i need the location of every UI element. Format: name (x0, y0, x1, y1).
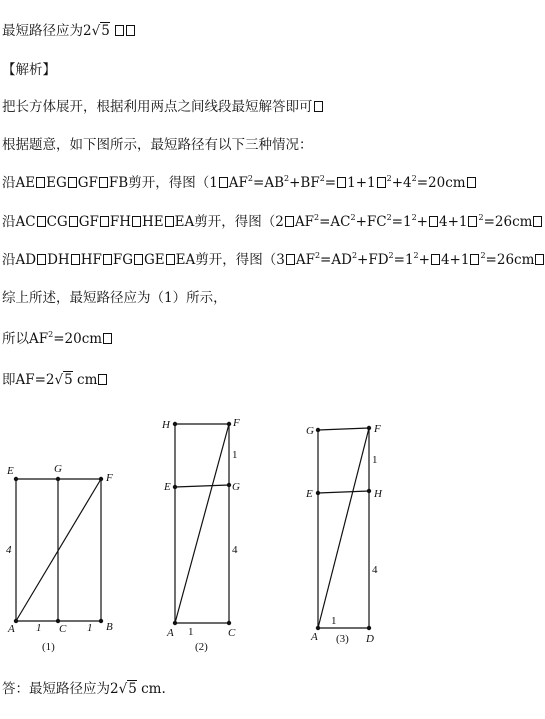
missing-glyph-box (36, 177, 45, 188)
text: 沿AD (2, 252, 37, 268)
superscript: 2 (388, 251, 394, 260)
text: FH (109, 214, 132, 230)
missing-glyph-box (468, 216, 477, 227)
missing-glyph-box (68, 177, 77, 188)
missing-glyph-box (535, 254, 544, 265)
figure-3-net (318, 428, 369, 628)
fig3-label-bottom-len: 1 (331, 615, 337, 627)
vertex-dots (14, 422, 371, 630)
fig3-edge-top (318, 428, 369, 430)
text: GF (78, 214, 99, 230)
fig3-label-a: A (311, 631, 318, 643)
text: +FC (355, 214, 387, 230)
text: 沿AC (2, 214, 36, 230)
text: 1+1 (347, 175, 376, 191)
answer-line (2, 680, 166, 698)
case-3-line (2, 251, 545, 269)
text: =AC (319, 214, 351, 230)
superscript: 2 (411, 174, 417, 183)
missing-glyph-box (377, 177, 386, 188)
superscript: 2 (314, 251, 321, 260)
radicand: 5 (128, 681, 137, 697)
fig2-label-bottom-len: 1 (188, 626, 194, 638)
text: EG (46, 175, 67, 191)
text-line-3 (2, 98, 324, 116)
missing-glyph-box (467, 177, 476, 188)
fig3-edge-eh (318, 491, 369, 493)
superscript: 2 (480, 251, 486, 260)
fig2-label-top-len: 1 (232, 449, 238, 461)
text: GF (77, 175, 98, 191)
text-line-8: 综上所述，最短路径应为（1）所示， (2, 290, 227, 306)
missing-glyph-box (115, 25, 124, 36)
missing-glyph-box (134, 254, 143, 265)
fig2-caption: (2) (195, 641, 208, 653)
text-line-4: 根据题意，如下图所示，最短路径有以下三种情况： (2, 137, 313, 153)
text: HF (80, 252, 102, 268)
radicand: 5 (64, 372, 73, 388)
fig1-caption: (1) (42, 641, 55, 653)
superscript: 2 (386, 174, 392, 183)
missing-glyph-box (166, 254, 175, 265)
text: =20cm (416, 175, 466, 191)
fig1-label-cb: 1 (87, 622, 93, 634)
fig3-label-h: H (374, 488, 382, 500)
text: DH (47, 252, 70, 268)
text: =AD (320, 252, 352, 268)
fig3-path-af (318, 428, 369, 628)
text: + (418, 252, 430, 268)
radicand: 5 (101, 23, 110, 39)
superscript: 2 (319, 174, 325, 183)
text-line-9 (2, 330, 113, 348)
superscript: 2 (411, 213, 417, 222)
text: =AB (253, 175, 284, 191)
fig3-caption: (3) (336, 633, 349, 645)
text: =20cm (53, 331, 103, 347)
text: +BF (289, 175, 320, 191)
missing-glyph-box (37, 216, 46, 227)
fig1-label-g: G (54, 463, 62, 475)
missing-glyph-box (314, 101, 323, 112)
missing-glyph-box (71, 254, 80, 265)
fig3-label-mid-len: 4 (372, 564, 378, 576)
text: CG (46, 214, 68, 230)
text-line-1 (2, 22, 136, 40)
fig3-label-g: G (306, 425, 314, 437)
radical-sign: √ (54, 372, 64, 388)
missing-glyph-box (165, 216, 174, 227)
superscript: 2 (413, 251, 419, 260)
text: AF (294, 214, 314, 230)
missing-glyph-box (69, 216, 78, 227)
missing-glyph-box (126, 25, 135, 36)
missing-glyph-box (286, 254, 295, 265)
superscript: 2 (386, 213, 392, 222)
fig3-label-e: E (306, 488, 313, 500)
missing-glyph-box (285, 216, 294, 227)
fig2-edge-eg (175, 485, 229, 487)
missing-glyph-box (103, 333, 112, 344)
fig3-label-d: D (366, 633, 374, 645)
text: GE (143, 252, 165, 268)
fig2-label-e: E (164, 481, 171, 493)
text: 即AF=2 (2, 372, 55, 388)
text: FG (112, 252, 133, 268)
text: EA剪开，得图（2 (174, 214, 284, 230)
fig1-label-c: C (59, 623, 67, 635)
text: +FD (357, 252, 389, 268)
text-line-10 (2, 371, 108, 389)
text: +4 (391, 175, 412, 191)
text: HE (142, 214, 164, 230)
missing-glyph-box (37, 254, 46, 265)
superscript: 2 (313, 213, 320, 222)
fig3-label-f: F (374, 423, 381, 435)
radical-sign: √ (118, 681, 128, 697)
radical (92, 22, 110, 40)
superscript: 2 (48, 330, 54, 339)
superscript: 2 (351, 251, 358, 260)
text: cm. (136, 681, 166, 697)
fig2-label-c: C (228, 627, 236, 639)
missing-glyph-box (98, 374, 107, 385)
fig3-label-top-len: 1 (372, 454, 378, 466)
missing-glyph-box (219, 177, 228, 188)
missing-glyph-box (103, 254, 112, 265)
text: 沿AE (2, 175, 36, 191)
missing-glyph-box (99, 177, 108, 188)
superscript: 2 (247, 174, 254, 183)
radical-sign: √ (91, 23, 101, 39)
fig2-label-f: F (233, 417, 240, 429)
fig2-label-g: G (232, 481, 240, 493)
fig1-label-e: E (7, 465, 14, 477)
text: 答：最短路径应为2 (2, 681, 119, 697)
superscript: 2 (284, 174, 290, 183)
analysis-heading: 【解析】 (2, 62, 56, 78)
missing-glyph-box (337, 177, 346, 188)
text: EA剪开，得图（3 (175, 252, 285, 268)
case-1-line (2, 174, 477, 192)
fig1-label-b: B (106, 621, 113, 633)
case-2-line (2, 213, 543, 231)
figure-2-net (175, 424, 229, 623)
fig1-label-ac: 1 (36, 622, 42, 634)
text: =26cm (483, 214, 533, 230)
text: =1 (391, 214, 412, 230)
missing-glyph-box (533, 216, 542, 227)
fig1-label-f: F (106, 472, 113, 484)
text: =1 (393, 252, 414, 268)
text: FB剪开，得图（1 (108, 175, 218, 191)
radical (55, 371, 73, 389)
text: 最短路径应为2 (2, 23, 92, 39)
superscript: 2 (478, 213, 484, 222)
fig2-label-mid-len: 4 (232, 544, 238, 556)
missing-glyph-box (132, 216, 141, 227)
missing-glyph-box (429, 216, 438, 227)
superscript: 2 (350, 213, 356, 222)
fig1-path-af (16, 479, 101, 621)
text: =26cm (485, 252, 535, 268)
text: = (324, 175, 337, 191)
text: 所以AF (2, 331, 49, 347)
fig2-label-h: H (162, 419, 170, 431)
fig2-label-a: A (167, 627, 174, 639)
text: 把长方体展开，根据利用两点之间线段最短解答即可 (2, 99, 313, 115)
radical (119, 680, 137, 698)
text: 4+1 (440, 252, 470, 268)
text: 4+1 (438, 214, 468, 230)
text: AF (295, 252, 315, 268)
fig2-path-af (175, 424, 229, 623)
text: AF (228, 175, 248, 191)
fig1-label-a: A (8, 623, 15, 635)
figure-1-net (16, 479, 101, 621)
fig1-label-side: 4 (6, 544, 12, 556)
text: + (416, 214, 428, 230)
missing-glyph-box (100, 216, 109, 227)
missing-glyph-box (431, 254, 440, 265)
missing-glyph-box (470, 254, 479, 265)
text: cm (72, 372, 98, 388)
